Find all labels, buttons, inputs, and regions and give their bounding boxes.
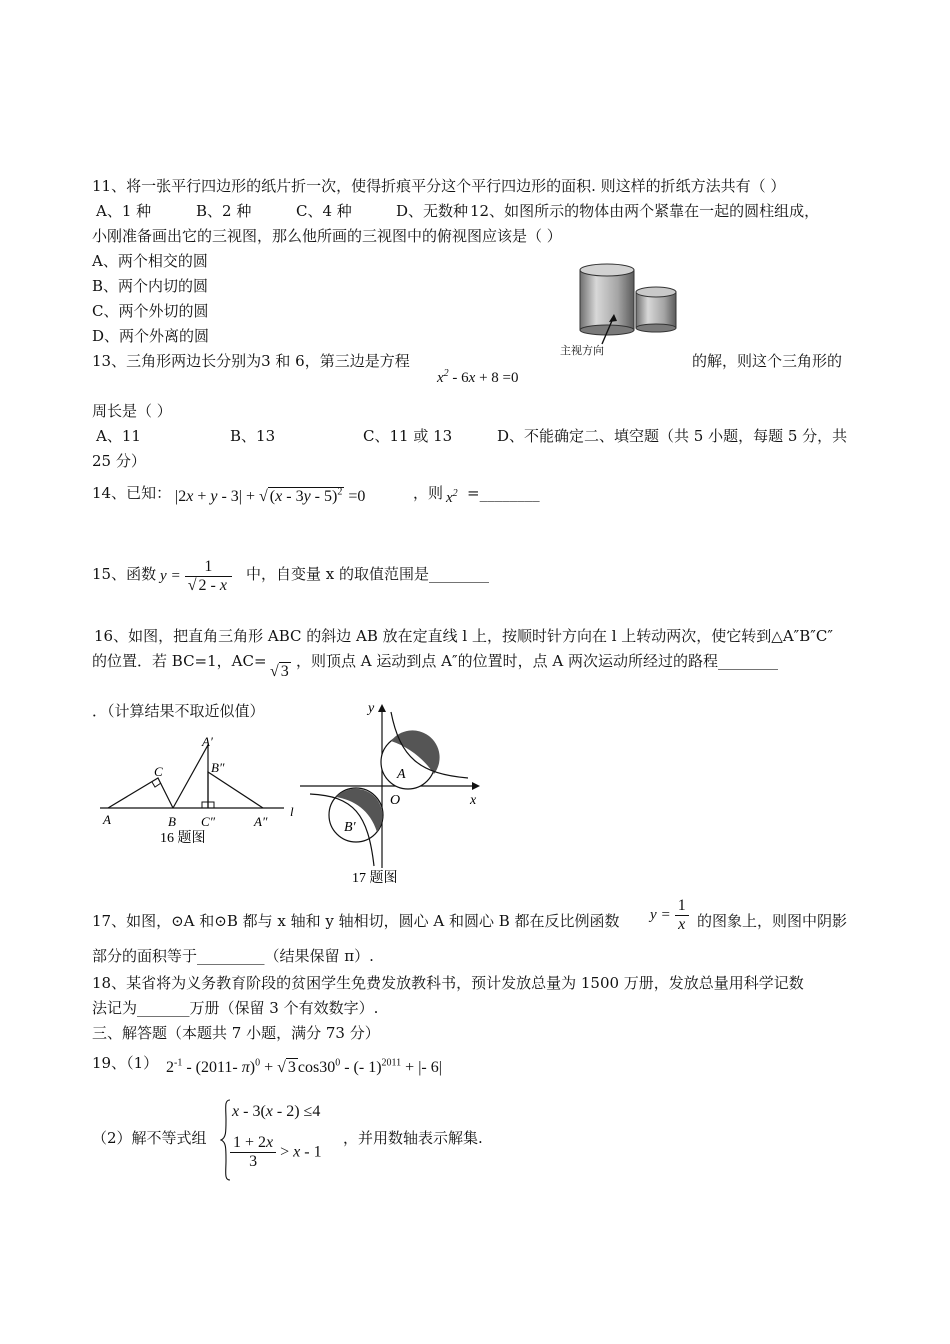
q17-stem-line2: 部分的面积等于_________（结果保留 π）.	[92, 947, 374, 965]
svg-text:A′: A′	[202, 734, 213, 749]
q18-stem-line2: 法记为_______万册（保留 3 个有效数字）.	[92, 999, 379, 1017]
q18-stem-line1: 18、某省将为义务教育阶段的贫困学生免费发放教科书，预计发放总量为 1500 万册，发放总量用科学记数	[92, 974, 804, 992]
q15-function: y = $\frac{1}{√ 2 - x}$	[160, 558, 232, 595]
q13-stem: 13、三角形两边长分别为3 和 6，第三边是方程	[92, 352, 410, 370]
q14-expression: $x^2$	[446, 488, 458, 506]
q11-option-c: C、4 种	[296, 202, 352, 220]
q11-option-b: B、2 种	[196, 202, 252, 220]
q11-stem: 11、将一张平行四边形的纸片折一次，使得折痕平分这个平行四边形的面积. 则这样的折纸方法共有（ ）	[92, 177, 786, 195]
figure-16-caption: 16 题图	[160, 831, 206, 846]
triangle-a2b2c2	[208, 772, 263, 808]
q13-stem-line2: 周长是（ ）	[92, 402, 172, 420]
q12-stem-line1: 12、如图所示的物体由两个紧靠在一起的圆柱组成，	[470, 202, 820, 220]
svg-text:B: B	[168, 814, 176, 829]
svg-text:B′: B′	[344, 820, 356, 835]
svg-text:C″: C″	[201, 814, 216, 829]
inequality-system	[220, 1098, 340, 1182]
q13-option-d: D、不能确定	[497, 427, 585, 445]
q15-prefix: 15、函数	[92, 565, 157, 583]
svg-text:x: x	[470, 793, 477, 808]
q11-option-d: D、无数种	[396, 202, 469, 220]
q19-part2-prefix: （2）解不等式组	[92, 1129, 207, 1147]
q12-option-c: C、两个外切的圆	[92, 302, 209, 320]
q17-function: y = $\frac{1}{x}$	[650, 897, 689, 934]
q14-equation: |2x + y - 3| + √ (x - 3y - 5)$^2$ =0	[175, 486, 366, 505]
svg-text:A: A	[103, 812, 111, 827]
svg-text:l: l	[290, 804, 294, 819]
svg-text:A″: A″	[254, 814, 268, 829]
q17-stem: 17、如图，⊙A 和⊙B 都与 x 轴和 y 轴相切，圆心 A 和圆心 B 都在反比例函数	[92, 912, 620, 930]
section2-heading-line2: 25 分）	[92, 452, 146, 470]
q11-option-a: A、1 种	[96, 202, 152, 220]
inequality-2: $\frac{1 + 2x}{3}$ > x - 1	[230, 1134, 322, 1171]
figure-17	[296, 692, 492, 888]
figure-16	[98, 728, 308, 852]
q15-suffix: 中，自变量 x 的取值范围是________	[246, 565, 489, 583]
q16-stem-line1: 16、如图，把直角三角形 ABC 的斜边 AB 放在定直线 l 上，按顺时针方向在 l 上转动两次，使它转到△A″B″C″	[94, 627, 833, 645]
triangle-a1b1c	[173, 745, 208, 808]
svg-text:y: y	[368, 701, 375, 716]
q13-option-c: C、11 或 13	[363, 427, 453, 445]
cylinders-figure	[552, 258, 692, 362]
q16-sqrt3: √ 3	[270, 663, 289, 680]
q13-stem-tail: 的解，则这个三角形的	[692, 352, 843, 370]
section3-heading: 三、解答题（本题共 7 小题，满分 73 分）	[92, 1024, 380, 1042]
q12-option-a: A、两个相交的圆	[92, 252, 208, 270]
q19-expression: $2^{-1} - (2011-$ π)$^0$ + √ 3 $\cos 30^0$ - (- 1)$^{2011}$ + |- 6|	[166, 1057, 442, 1076]
inequality-1: x - 3(x - 2) ≤4	[232, 1103, 321, 1120]
view-direction-label: 主视方向	[560, 345, 604, 357]
q14-answer-blank: =________	[467, 484, 540, 502]
q16-stem-line2a: 的位置．若 BC=1，AC=	[92, 652, 267, 670]
q16-stem-line2b: ，则顶点 A 运动到点 A″的位置时，点 A 两次运动所经过的路程________	[296, 652, 778, 670]
q16-stem-line3: ．（计算结果不取近似值）	[92, 702, 265, 720]
svg-text:O: O	[390, 793, 401, 808]
q12-option-b: B、两个内切的圆	[92, 277, 209, 295]
q19-label: 19、（1）	[92, 1054, 159, 1072]
svg-text:A: A	[397, 767, 406, 782]
triangle-abc	[108, 778, 173, 808]
q13-equation: $x^2 - 6x + 8 =0$	[437, 368, 519, 386]
q12-stem-line2: 小刚准备画出它的三视图，那么他所画的三视图中的俯视图应该是（ ）	[92, 227, 562, 245]
figure-17-caption: 17 题图	[352, 871, 398, 886]
q14-then: ，则	[413, 484, 444, 502]
section2-heading: 二、填空题（共 5 小题，每题 5 分，共	[584, 427, 848, 445]
small-cylinder	[636, 287, 676, 332]
svg-text:B″: B″	[211, 760, 225, 775]
large-cylinder	[580, 264, 634, 335]
q19-part2-suffix: ，并用数轴表示解集.	[343, 1129, 483, 1147]
q12-option-d: D、两个外离的圆	[92, 327, 210, 345]
q13-option-a: A、11	[96, 427, 141, 445]
q13-option-b: B、13	[230, 427, 276, 445]
q17-stem-tail: 的图象上，则图中阴影	[697, 912, 848, 930]
q14-prefix: 14、已知：	[92, 484, 172, 502]
svg-text:C: C	[154, 764, 163, 779]
